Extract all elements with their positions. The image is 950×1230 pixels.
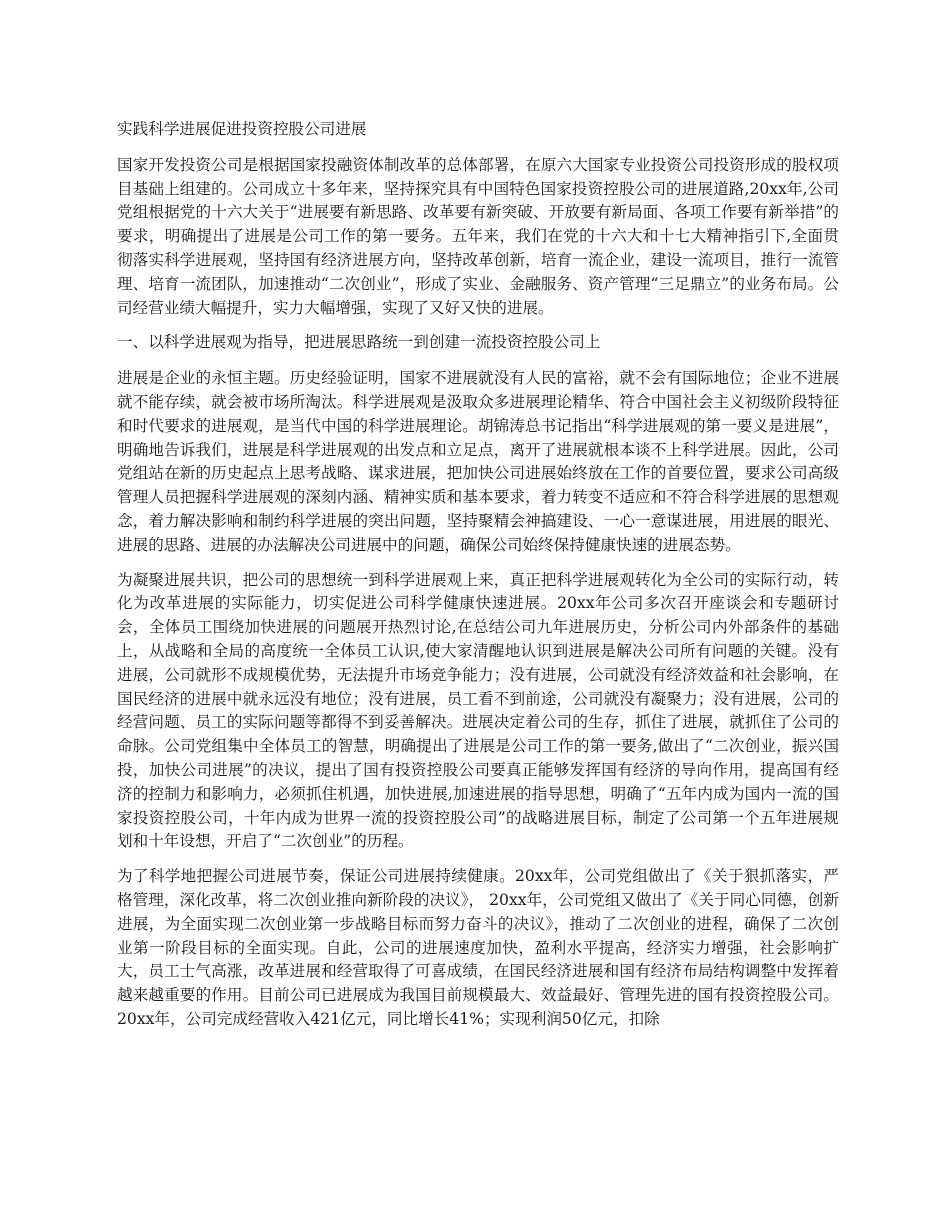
section-heading-1: 一、以科学进展观为指导，把进展思路统一到创建一流投资控股公司上 <box>117 333 601 352</box>
document-page <box>117 118 839 1043</box>
paragraph-consensus: 为凝聚进展共识，把公司的思想统一到科学进展观上来，真正把科学进展观转化为全公司的实际行动，转化为改革进展的实际能力，切实促进公司科学健康快速进展。20xx年公司多次召开座谈会和专题研讨会，全体员工围绕加快进展的问题展开热烈讨论,在总结公司九年进展历史，分析公司内外部条件的基础上，从战略和全局的高度统一全体员工认识,使大家清醒地认识到进展是解决公司所有问题的关键。没有进展，公司就形不成规模优势，无法提升市场竞争能力；没有进展，公司就没有经济效益和社会影响，在国民经济的进展中就永远没有地位；没有进展，员工看不到前途，公司就没有凝聚力；没有进展，公司的经营问题、员工的实际问题等都得不到妥善解决。进展决定着公司的生存，抓住了进展，就抓住了公司的命脉。公司党组集中全体员工的智慧，明确提出了进展是公司工作的第一要务,做出了“二次创业，振兴国投，加快公司进展”的决议，提出了国有投资控股公司要真正能够发挥国有经济的导向作用，提高国有经济的控制力和影响力，必须抓住机遇，加快进展,加速进展的指导思想，明确了“五年内成为国内一流的国家投资控股公司，十年内成为世界一流的投资控股公司”的战略进展目标，制定了公司第一个五年进展规划和十年设想，开启了“二次创业”的历程。 <box>117 570 839 851</box>
document-title: 实践科学进展促进投资控股公司进展 <box>117 120 367 138</box>
paragraph-development-theme: 进展是企业的永恒主题。历史经验证明，国家不进展就没有人民的富裕，就不会有国际地位；企业不进展就不能存续，就会被市场所淘汰。科学进展观是汲取众多进展理论精华、符合中国社会主义初级阶段特征和时代要求的进展观，是当代中国的科学进展理论。胡锦涛总书记指出“科学进展观的第一要义是进展”，明确地告诉我们，进展是科学进展观的出发点和立足点，离开了进展就根本谈不上科学进展。因此，公司党组站在新的历史起点上思考战略、谋求进展，把加快公司进展始终放在工作的首要位置，要求公司高级管理人员把握科学进展观的深刻内涵、精神实质和基本要求，着力转变不适应和不符合科学进展的思想观念，着力解决影响和制约科学进展的突出问题，坚持聚精会神搞建设、一心一意谋进展，用进展的眼光、进展的思路、进展的办法解决公司进展中的问题，确保公司始终保持健康快速的进展态势。 <box>117 369 839 554</box>
paragraph-intro: 国家开发投资公司是根据国家投融资体制改革的总体部署，在原六大国家专业投资公司投资形成的股权项目基础上组建的。公司成立十多年来，坚持探究具有中国特色国家投资控股公司的进展道路,20xx年,公司党组根据党的十六大关于“进展要有新思路、改革要有新突破、开放要有新局面、各项工作要有新举措”的要求，明确提出了进展是公司工作的第一要务。五年来，我们在党的十六大和十七大精神指引下,全面贯彻落实科学进展观，坚持国有经济进展方向，坚持改革创新，培育一流企业，建设一流项目，推行一流管理、培育一流团队，加速推动“二次创业”，形成了实业、金融服务、资产管理“三足鼎立”的业务布局。公司经营业绩大幅提升，实力大幅增强，实现了又好又快的进展。 <box>117 155 839 317</box>
paragraph-pace: 为了科学地把握公司进展节奏，保证公司进展持续健康。20xx年，公司党组做出了《关于狠抓落实，严格管理，深化改革，将二次创业推向新阶段的决议》， 20xx年，公司党组又做出了《关于同心同德，创新进展，为全面实现二次创业第一步战略目标而努力奋斗的决议》，推动了二次创业的进程，确保了二次创业第一阶段目标的全面实现。自此，公司的进展速度加快，盈利水平提高，经济实力增强，社会影响扩大，员工士气高涨，改革进展和经营取得了可喜成绩，在国民经济进展和国有经济布局结构调整中发挥着越来越重要的作用。目前公司已进展成为我国目前规模最大、效益最好、管理先进的国有投资控股公司。20xx年，公司完成经营收入421亿元，同比增长41%；实现利润50亿元，扣除 <box>117 867 839 1028</box>
